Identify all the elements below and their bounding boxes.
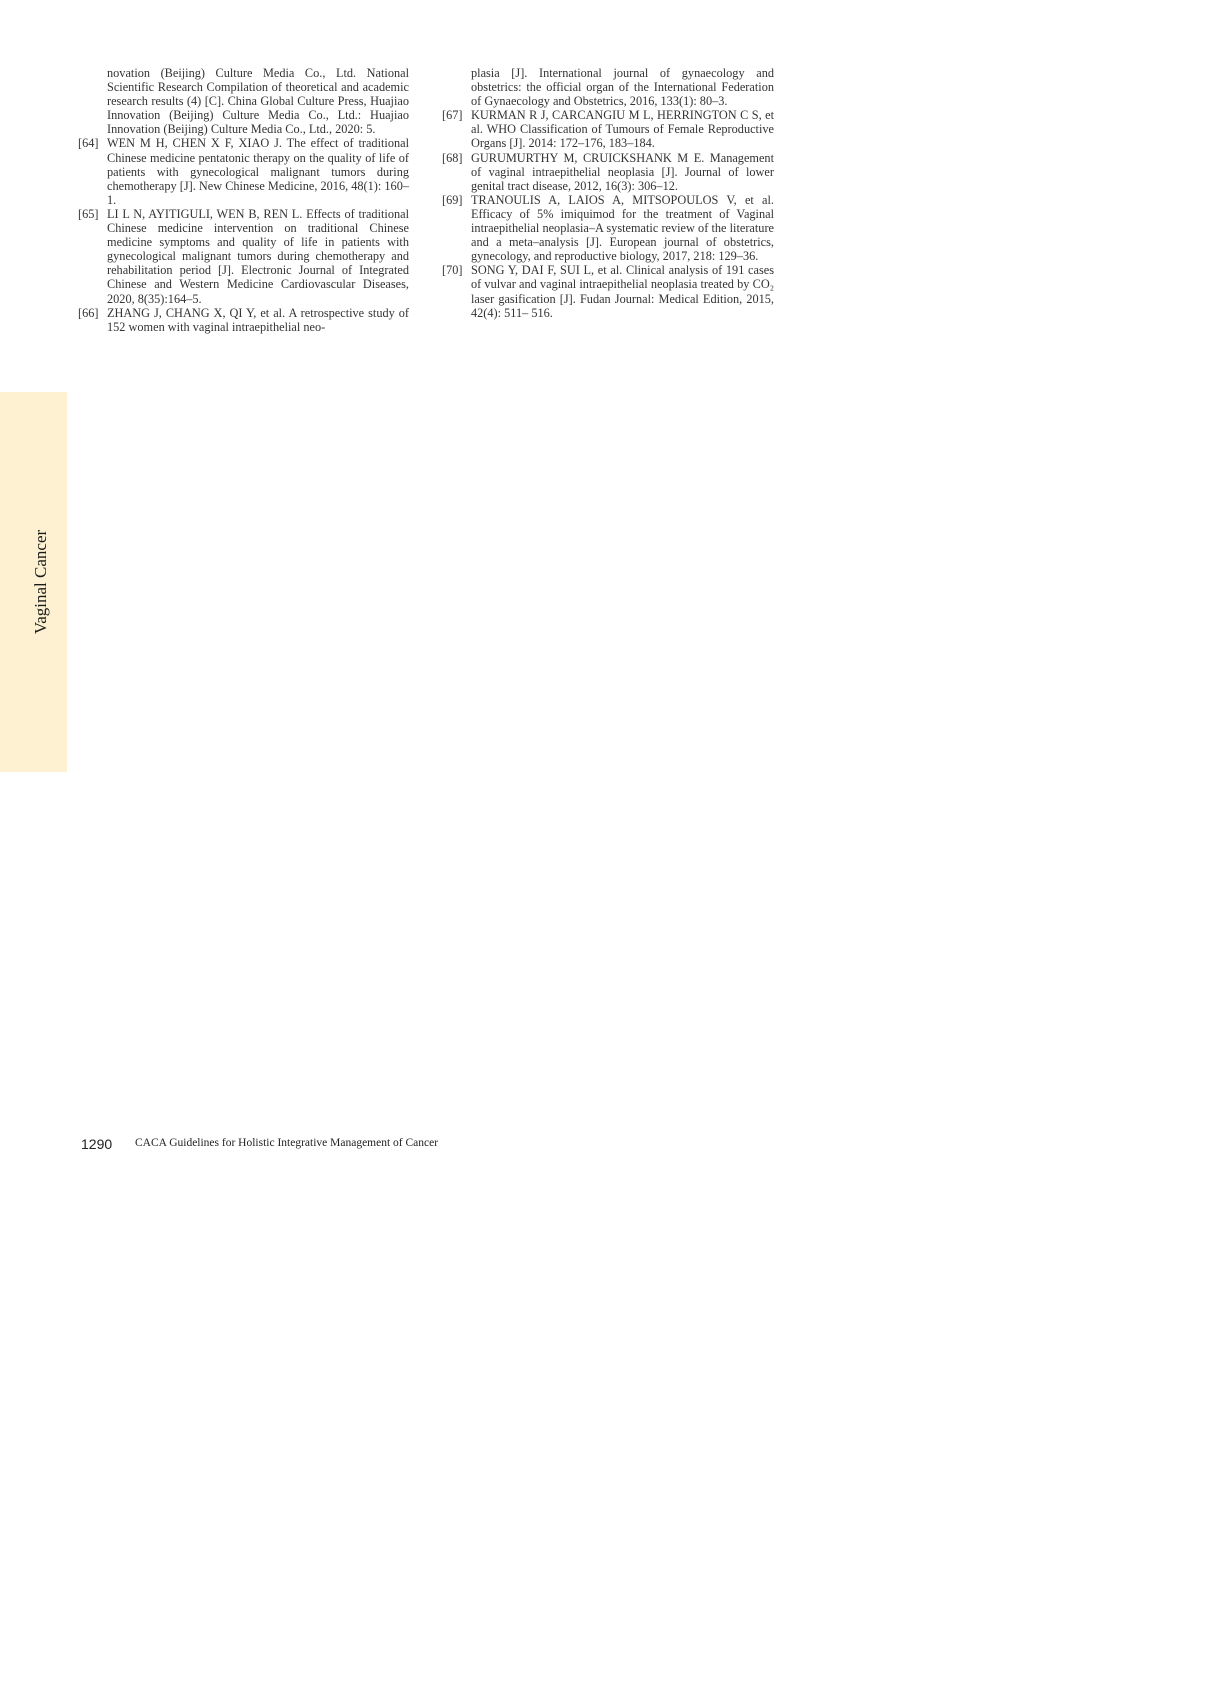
page-number: 1290 (81, 1136, 113, 1152)
reference-number: [64] (78, 136, 99, 151)
reference-number: [70] (442, 263, 463, 278)
reference-text: LI L N, AYITIGULI, WEN B, REN L. Effects of traditional Chinese medicine intervention on traditional Chinese medicine symptoms and quality of life in patients with gynecological malignant tumors during chemotherapy and rehabilitation period [J]. Electronic Journal of Integrated Chinese and Western Medicine Cardiovascular Diseases, 2020, 8(35):164–5. (107, 206, 409, 306)
reference-text: plasia [J]. International journal of gynaecology and obstetrics: the official organ of the International Federation of Gynaecology and Obstetrics, 2016, 133(1): 80–3. (471, 66, 774, 109)
reference-64 (78, 136, 409, 206)
reference-69 (442, 193, 774, 263)
chapter-side-label: Vaginal Cancer (31, 529, 50, 635)
reference-number: [65] (78, 206, 99, 221)
running-footer-title: CACA Guidelines for Holistic Integrative Management of Cancer (135, 1137, 439, 1149)
reference-66 (78, 306, 409, 334)
reference-68 (442, 151, 774, 193)
reference-number: [69] (442, 192, 463, 207)
reference-text: ZHANG J, CHANG X, QI Y, et al. A retrospective study of 152 women with vaginal intraepithelial neo- (107, 305, 409, 334)
reference-67 (442, 108, 774, 150)
reference-number: [66] (78, 305, 99, 320)
reference-70 (442, 263, 774, 319)
references-left-column (78, 66, 409, 334)
reference-number: [68] (442, 150, 463, 165)
references-right-column (442, 66, 774, 320)
reference-text: novation (Beijing) Culture Media Co., Ltd. National Scientific Research Compilation of theoretical and academic research results (4) [C]. China Global Culture Press, Huajiao Innovation (Beijing) Culture Media Co., Ltd.: Huajiao Innovation (Beijing) Culture Media Co., Ltd., 2020: 5. (107, 66, 409, 137)
reference-65 (78, 207, 409, 306)
reference-text: GURUMURTHY M, CRUICKSHANK M E. Management of vaginal intraepithelial neoplasia [J]. Journal of lower genital tract disease, 2012, 16(3): 306–12. (471, 150, 774, 193)
reference-text: KURMAN R J, CARCANGIU M L, HERRINGTON C S, et al. WHO Classification of Tumours of Female Reproductive Organs [J]. 2014: 172–176, 183–184. (471, 108, 774, 151)
reference-text: TRANOULIS A, LAIOS A, MITSOPOULOS V, et al. Efficacy of 5% imiquimod for the treatment of Vaginal intraepithelial neoplasia–A systematic review of the literature and a meta–analysis [J]. European journal of obstetrics, gynecology, and reproductive biology, 2017, 218: 129–36. (471, 192, 774, 264)
reference-text: SONG Y, DAI F, SUI L, et al. Clinical analysis of 191 cases of vulvar and vaginal intraepithelial neoplasia treated by CO₂ laser gasification [J]. Fudan Journal: Medical Edition, 2015, 42(4): 511– 516. (471, 263, 774, 320)
reference-text: WEN M H, CHEN X F, XIAO J. The effect of traditional Chinese medicine pentatonic therapy on the quality of life of patients with gynecological malignant tumors during chemotherapy [J]. New Chinese Medicine, 2016, 48(1): 160–1. (107, 136, 409, 207)
reference-number: [67] (442, 108, 463, 123)
reference-63-continued (78, 66, 409, 136)
reference-66-continued (442, 66, 774, 108)
